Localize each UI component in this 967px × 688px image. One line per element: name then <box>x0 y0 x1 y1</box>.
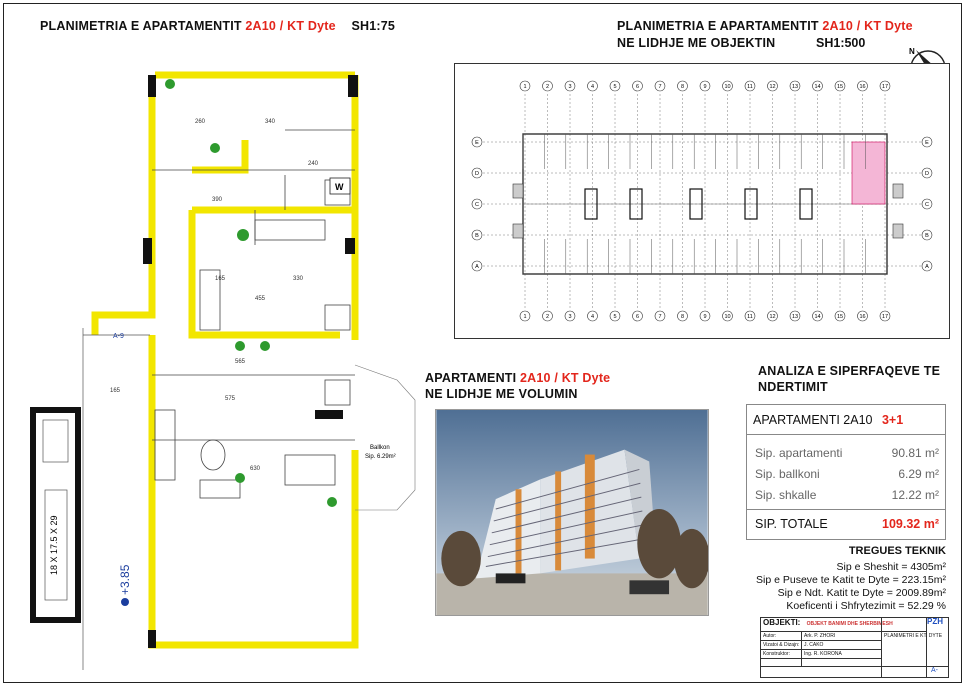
axis-number: 15 <box>836 314 844 321</box>
site-plan-unit: 2A10 / KT Dyte <box>822 19 913 33</box>
sheet-title: PLANIMETRI E KT. DYTE <box>884 633 943 639</box>
svg-text:340: 340 <box>265 119 276 125</box>
axis-number: 5 <box>613 84 617 91</box>
axis-number: 1 <box>523 84 527 91</box>
svg-text:390: 390 <box>212 197 223 203</box>
object-label: OBJEKTI: OBJEKT BANIMI DHE SHERBIMESH <box>763 618 893 627</box>
axis-number: 9 <box>703 314 707 321</box>
balcony-label: Ballkon <box>370 445 390 451</box>
axis-number: 4 <box>590 84 595 91</box>
wc-label: W <box>335 182 344 192</box>
volume-subtitle: NE LIDHJE ME VOLUMIN <box>425 387 578 401</box>
axis-letter: A <box>475 264 479 271</box>
svg-text:565: 565 <box>235 359 246 365</box>
area-row: Sip. apartamenti 90.81 m² <box>755 446 939 460</box>
axis-number: 1 <box>523 314 527 321</box>
axis-number: 16 <box>859 84 866 91</box>
axis-letter: C <box>475 202 479 209</box>
area-table <box>746 404 946 540</box>
svg-text:N: N <box>909 47 915 56</box>
axis-number: 13 <box>791 84 799 91</box>
axis-letter: C <box>925 202 929 209</box>
axis-number: 10 <box>724 84 731 91</box>
apartment-floor-plan <box>25 70 425 674</box>
axis-letter: D <box>925 171 929 178</box>
axis-number: 3 <box>568 84 572 91</box>
axis-number: 11 <box>747 84 753 91</box>
axis-number: 2 <box>545 84 550 91</box>
axis-number: 17 <box>881 84 889 91</box>
axis-number: 6 <box>635 84 640 91</box>
area-table-header: APARTAMENTI 2A10 3+1 <box>753 413 904 427</box>
volume-title: APARTAMENTI 2A10 / KT Dyte NE LIDHJE ME VOLUMIN <box>425 371 611 401</box>
highlighted-apartment <box>852 142 885 204</box>
axis-number: 14 <box>814 314 821 321</box>
axis-number: 9 <box>703 84 707 91</box>
axis-number: 14 <box>814 84 821 91</box>
axis-letter: A <box>925 264 929 271</box>
svg-text:455: 455 <box>255 296 266 302</box>
area-total-row: SIP. TOTALE 109.32 m² <box>755 517 939 531</box>
floor-plan-title: PLANIMETRIA E APARTAMENTIT 2A10 / KT Dyte SH1:75 <box>40 19 396 33</box>
elevation-label: +3.85 <box>118 564 132 595</box>
axis-number: 2 <box>545 314 550 321</box>
axis-number: 12 <box>769 314 776 321</box>
site-plan-svg <box>455 64 949 338</box>
svg-text:260: 260 <box>195 119 206 125</box>
stair-label: 18 X 17.5 X 29 <box>49 515 59 575</box>
axis-number: 6 <box>635 314 640 321</box>
sheet-code: A- <box>931 667 938 674</box>
svg-text:575: 575 <box>225 396 236 402</box>
axis-number: 4 <box>590 314 595 321</box>
axis-letter: B <box>475 233 479 240</box>
svg-text:630: 630 <box>250 466 261 472</box>
building-render-image <box>435 409 709 616</box>
svg-text:240: 240 <box>308 161 319 167</box>
axis-letter: B <box>925 233 929 240</box>
axis-number: 5 <box>613 314 617 321</box>
axis-number: 13 <box>791 314 799 321</box>
site-plan-subtitle: NE LIDHJE ME OBJEKTIN <box>617 36 776 50</box>
technical-indicators: TREGUES TEKNIK Sip e Sheshit = 4305m² Sip e Puseve te Katit te Dyte = 223.15m² Sip e Ndt. Katit te Dyte = 2009.89m² Koeficenti i Shfrytezimit = 52.29 % <box>756 545 946 612</box>
svg-text:165: 165 <box>215 276 226 282</box>
axis-number: 16 <box>859 314 866 321</box>
site-plan-scale: SH1:500 <box>816 36 866 50</box>
axis-number: 8 <box>680 84 685 91</box>
elevation-marker-icon <box>121 598 129 606</box>
axis-number: 10 <box>724 314 731 321</box>
floor-plan-unit: 2A10 / KT Dyte <box>245 19 336 33</box>
axis-label: A-9 <box>113 333 124 340</box>
axis-number: 7 <box>658 314 662 321</box>
svg-text:165: 165 <box>110 388 121 394</box>
area-row: Sip. shkalle 12.22 m² <box>755 488 939 502</box>
axis-letter: E <box>925 140 929 147</box>
analysis-title: ANALIZA E SIPERFAQEVE TE NDERTIMIT <box>758 364 941 394</box>
axis-number: 3 <box>568 314 572 321</box>
axis-letter: D <box>475 171 479 178</box>
axis-number: 17 <box>881 314 889 321</box>
svg-text:330: 330 <box>293 276 304 282</box>
balcony-area: Sip. 6.29m² <box>365 454 396 460</box>
floor-plan-scale: SH1:75 <box>351 19 396 33</box>
axis-number: 11 <box>747 314 753 321</box>
axis-number: 12 <box>769 84 776 91</box>
axis-number: 15 <box>836 84 844 91</box>
site-plan-drawing <box>454 63 950 339</box>
firm-logo: PZH <box>927 617 943 626</box>
area-row: Sip. ballkoni 6.29 m² <box>755 467 939 481</box>
axis-letter: E <box>475 140 479 147</box>
axis-number: 8 <box>680 314 685 321</box>
site-plan-title: PLANIMETRIA E APARTAMENTIT 2A10 / KT Dyte <box>617 19 913 33</box>
apartment-type: 3+1 <box>881 413 904 427</box>
title-block: OBJEKTI: OBJEKT BANIMI DHE SHERBIMESH PZH Autor: Ark. P. ZHORI Vizatoi & Dizajn: J. CAKO Konstruktor: Ing. R. KORONA PLANIMETRI E KT. DYTE A- <box>760 617 949 678</box>
axis-number: 7 <box>658 84 662 91</box>
